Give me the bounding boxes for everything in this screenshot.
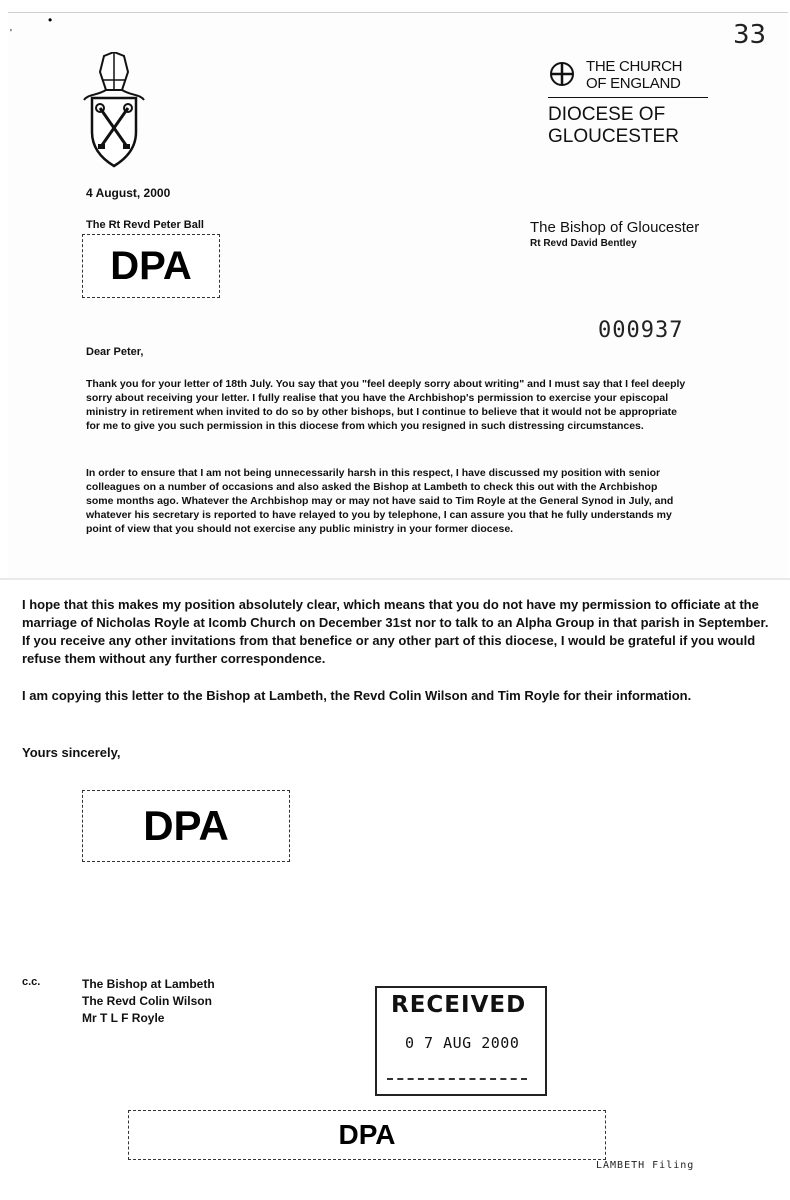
diocese-line2: GLOUCESTER xyxy=(548,126,679,147)
church-cross-icon xyxy=(548,60,576,88)
body-paragraph-1: Thank you for your letter of 18th July. You say that you "feel deeply sorry about writing" and I must say that I feel deeply sorry about receiving your letter. I fully realise that you have the Archbishop's permission to exercise your episcopal ministry in retirement when invited to do so by other bishops, but I continue to believe that it would not be appropriate for me to give you such permission in this diocese from which you resigned in such distressing circumstances. xyxy=(86,378,686,432)
sender-name: Rt Revd David Bentley xyxy=(530,238,637,249)
signature-redaction-box: DPA xyxy=(82,790,290,862)
redaction-box: DPA xyxy=(82,234,220,298)
scan-mark-tick: ' xyxy=(10,28,12,39)
document-reference-number: 000937 xyxy=(598,318,684,343)
letter-lower-page xyxy=(0,580,790,1200)
cc-label: c.c. xyxy=(22,976,41,988)
closing: Yours sincerely, xyxy=(22,745,121,760)
church-of-england-logo xyxy=(548,58,748,92)
cc-recipient: Mr T L F Royle xyxy=(82,1011,165,1025)
footer-filing-text: LAMBETH Filing xyxy=(596,1160,695,1171)
stamp-date: 0 7 AUG 2000 xyxy=(405,1034,520,1052)
church-name-line2: OF ENGLAND xyxy=(586,75,681,92)
received-stamp xyxy=(375,986,547,1096)
scan-mark-dot: • xyxy=(48,13,53,27)
mitre-crest-icon xyxy=(78,52,150,170)
letter-date: 4 August, 2000 xyxy=(86,186,171,200)
recipient-name: The Rt Revd Peter Ball xyxy=(86,219,204,231)
salutation: Dear Peter, xyxy=(86,346,144,358)
body-paragraph-3: I hope that this makes my position absolutely clear, which means that you do not have my permission to officiate at the marriage of Nicholas Royle at Icomb Church on December 31st nor to talk to an Alpha Group in that parish in September. If you receive any other invitations from that benefice or any other part of this diocese, I would be grateful if you would refuse them without any further correspondence. xyxy=(22,597,769,666)
sender-title: The Bishop of Gloucester xyxy=(530,219,700,236)
church-name-line1: THE CHURCH xyxy=(586,58,683,75)
cc-recipient: The Revd Colin Wilson xyxy=(82,994,212,1008)
footer-redaction-box: DPA xyxy=(128,1110,606,1160)
body-paragraph-2: In order to ensure that I am not being unnecessarily harsh in this respect, I have discussed my position with senior colleagues on a number of occasions and also asked the Bishop at Lambeth to check this out with the Archbishop some months ago. Whatever the Archbishop may or may not have said to Tim Royle at the General Synod in July, and whatever his secretary is reported to have relayed to you by telephone, I can assure you that he fully understands my point of view that you should not exercise any public ministry in your former diocese. xyxy=(86,467,674,535)
cc-recipients xyxy=(82,976,215,1027)
cc-recipient: The Bishop at Lambeth xyxy=(82,977,215,991)
letterhead-divider xyxy=(548,97,708,98)
page-number: 33 xyxy=(733,20,767,50)
stamp-dashed-line xyxy=(387,1078,527,1080)
stamp-title: RECEIVED xyxy=(391,992,527,1018)
diocese-line1: DIOCESE OF xyxy=(548,104,666,125)
body-paragraph-4: I am copying this letter to the Bishop at Lambeth, the Revd Colin Wilson and Tim Royle for their information. xyxy=(22,688,692,703)
diocese-name xyxy=(548,104,679,148)
